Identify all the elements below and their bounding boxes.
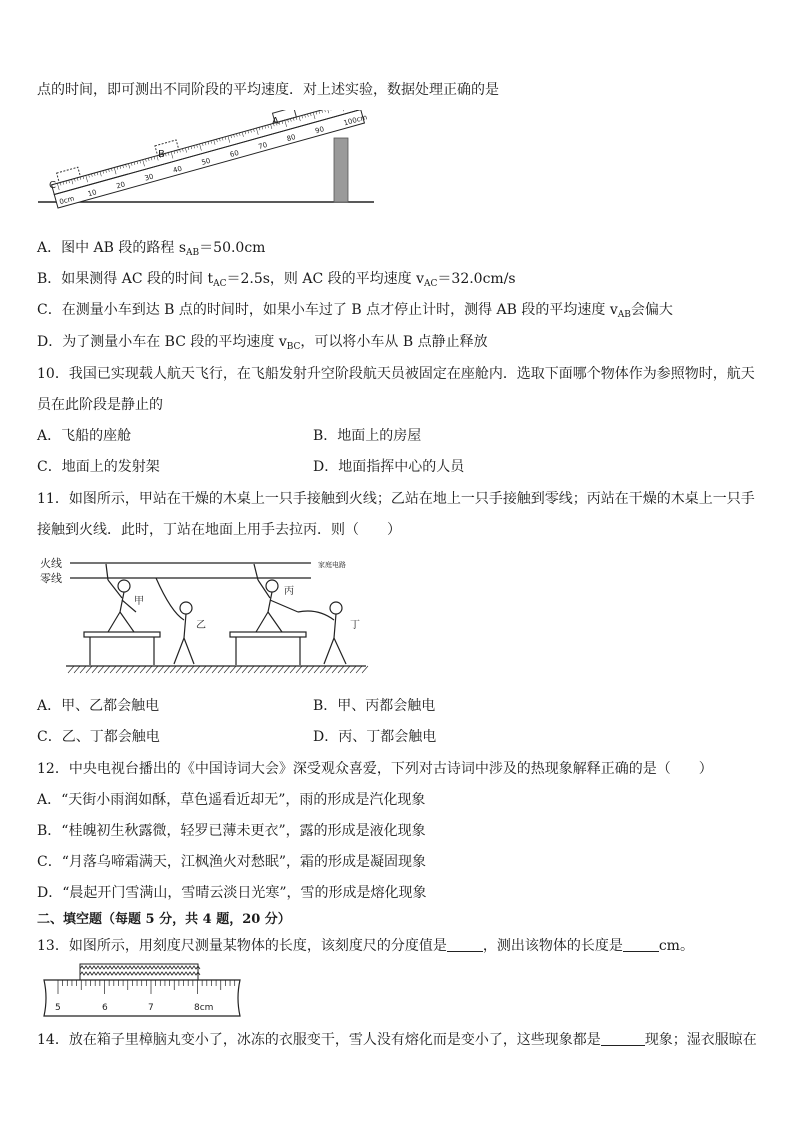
ramp-tick xyxy=(205,142,206,145)
q9-option-b: B．如果测得 AC 段的时间 $t_{AC}=2.5s$，则 AC 段的平均速度 $v_{AC}=32.0cm/s$ xyxy=(37,271,516,289)
ramp-tick xyxy=(134,162,135,165)
ramp-tick xyxy=(114,168,116,175)
ramp-tick xyxy=(74,179,75,182)
q11-option-c: C．乙、丁都会触电 xyxy=(37,729,160,745)
ramp-tick-label: 40 xyxy=(172,164,183,175)
q11-option-a: A．甲、乙都会触电 xyxy=(37,698,160,714)
ramp-tick xyxy=(236,134,237,137)
ground-hatch xyxy=(338,666,344,673)
ground-hatch xyxy=(176,666,182,673)
ruler-label-5: 5 xyxy=(55,1003,61,1013)
ramp-tick xyxy=(342,110,344,111)
ground-hatch xyxy=(218,666,224,673)
ramp-tick xyxy=(185,148,186,153)
q12-option-b: B．“桂魄初生秋露微，轻罗已薄未更衣”，露的形成是液化现象 xyxy=(37,823,426,839)
ground-hatch xyxy=(194,666,200,673)
person-bing-label: 丙 xyxy=(284,586,294,597)
q10-stem-line1: 10．我国已实现载人航天飞行，在飞船发射升空阶段航天员被固定在座舱内．选取下面哪个物体作为参照物时，航天 xyxy=(37,366,755,382)
ground-hatch xyxy=(296,666,302,673)
ground-hatch xyxy=(182,666,188,673)
ground-hatch xyxy=(212,666,218,673)
ground-hatch xyxy=(230,666,236,673)
q11-stem-line2: 接触到火线．此时，丁站在地面上用手去拉丙．则（ ） xyxy=(37,522,401,538)
ramp-tick xyxy=(256,128,258,135)
ground-hatch xyxy=(86,666,92,673)
ground-hatch xyxy=(344,666,350,673)
q13-blank-2[interactable] xyxy=(623,937,659,952)
ramp-tick xyxy=(86,175,88,182)
table-right xyxy=(230,632,306,665)
ramp-tick xyxy=(228,136,230,143)
ground-hatch xyxy=(326,666,332,673)
q12-option-c: C．“月落乌啼霜满天，江枫渔火对愁眠”，霜的形成是凝固现象 xyxy=(37,854,427,870)
ramp-tick xyxy=(128,164,129,169)
q9-option-a: A．图中 AB 段的路程 $s_{AB}=50.0cm$ xyxy=(37,240,266,258)
ground-hatch xyxy=(236,666,242,673)
ramp-tick xyxy=(111,168,112,171)
ramp-tick xyxy=(57,183,59,190)
ruler-label-8: 8cm xyxy=(194,1003,214,1013)
ramp-tick xyxy=(137,161,138,164)
ramp-tick xyxy=(262,127,263,130)
ramp-tick xyxy=(310,113,311,116)
ground-hatch xyxy=(68,666,74,673)
ramp-tick xyxy=(148,158,149,161)
ground-hatch xyxy=(248,666,254,673)
ramp-tick xyxy=(208,141,209,144)
ramp-tick xyxy=(316,112,317,115)
ramp-tick xyxy=(248,130,249,133)
ground-hatch xyxy=(302,666,308,673)
q9-option-d: D．为了测量小车在 BC 段的平均速度 $v_{BC}$，可以将小车从 B 点静止释放 xyxy=(37,334,488,352)
ground-hatch xyxy=(104,666,110,673)
ground-hatch xyxy=(200,666,206,673)
ramp-tick xyxy=(131,163,132,166)
q12-option-d: D．“晨起开门雪满山，雪晴云淡日光寒”，雪的形成是熔化现象 xyxy=(37,885,427,901)
ramp-tick xyxy=(89,175,90,178)
ruler-label-7: 7 xyxy=(148,1003,154,1013)
ground-hatch xyxy=(134,666,140,673)
ramp-tick xyxy=(222,138,223,141)
ground-hatch xyxy=(170,666,176,673)
q9-option-c: C．在测量小车到达 B 点的时间时，如果小车过了 B 点才停止计时，测得 AB 段的平均速度 $v_{AB}$会偏大 xyxy=(37,302,673,320)
ramp-tick xyxy=(211,141,212,144)
ramp-tick xyxy=(313,112,315,119)
ramp-tick xyxy=(109,169,110,172)
ramp-tick xyxy=(268,125,269,128)
neutral-wire-label: 零线 xyxy=(40,572,62,585)
ground-hatch xyxy=(158,666,164,673)
ground-hatch xyxy=(314,666,320,673)
ramp-tick xyxy=(259,127,260,130)
ground-hatch xyxy=(260,666,266,673)
ramp-tick xyxy=(103,171,104,174)
person-jia-label: 甲 xyxy=(134,596,144,607)
ramp-tick xyxy=(285,120,287,127)
ground-hatch xyxy=(254,666,260,673)
label-c: C xyxy=(49,180,56,191)
ramp-tick-label: 60 xyxy=(229,148,240,159)
ramp-tick xyxy=(197,145,198,148)
ramp-tick xyxy=(69,180,70,183)
ramp-tick xyxy=(214,140,215,145)
person-ding-label: 丁 xyxy=(350,620,360,631)
ground-hatch xyxy=(128,666,134,673)
person-yi xyxy=(156,578,194,664)
ramp-tick-label: 50 xyxy=(200,156,212,167)
ground-hatch xyxy=(74,666,80,673)
ramp-tick xyxy=(202,143,203,146)
ramp-tick xyxy=(191,146,192,149)
q10-stem-line2: 员在此阶段是静止的 xyxy=(37,397,163,413)
ramp-tick-label: 80 xyxy=(285,133,297,144)
ramp-tick xyxy=(319,111,320,114)
ramp-tick-label: 100cm xyxy=(342,113,369,128)
q10-option-b: B．地面上的房屋 xyxy=(313,428,422,444)
ramp-tick-label: 90 xyxy=(314,125,326,136)
ground-hatch xyxy=(140,666,146,673)
ramp-tick xyxy=(299,116,300,121)
label-b: B xyxy=(158,149,165,160)
ground-hatch xyxy=(332,666,338,673)
ramp-tick xyxy=(251,130,252,133)
question-9-continuation: 点的时间，即可测出不同阶段的平均速度．对上述实验，数据处理正确的是 xyxy=(37,82,499,98)
q13-blank-1[interactable] xyxy=(447,937,483,952)
q10-option-a: A．飞船的座舱 xyxy=(37,428,132,444)
ramp-tick xyxy=(239,133,240,136)
q12-stem: 12．中央电视台播出的《中国诗词大会》深受观众喜爱，下列对古诗词中涉及的热现象解释正确的是（ ） xyxy=(37,761,713,777)
support-block xyxy=(334,138,348,202)
ground-hatch xyxy=(188,666,194,673)
ruler-label-6: 6 xyxy=(102,1003,108,1013)
ramp-tick xyxy=(217,139,218,142)
ramp-tick xyxy=(180,149,181,152)
ground-hatch xyxy=(284,666,290,673)
ground-hatch xyxy=(242,666,248,673)
ramp-tick xyxy=(242,132,243,137)
ramp-tick xyxy=(91,174,92,177)
q14-blank-1[interactable] xyxy=(601,1031,645,1046)
q10-option-d: D．地面指挥中心的人员 xyxy=(313,459,465,475)
ramp-tick xyxy=(182,149,183,152)
ramp-tick xyxy=(225,137,226,140)
ramp-tick xyxy=(245,131,246,134)
ramp-tick-label: 20 xyxy=(115,180,127,191)
q14-stem: 14．放在箱子里樟脑丸变小了，冰冻的衣服变干，雪人没有熔化而是变小了，这些现象都是 现象；湿衣服晾在 xyxy=(37,1032,757,1048)
ramp-tick-label: 70 xyxy=(257,140,269,152)
ramp-tick xyxy=(145,159,146,162)
ramp-tick xyxy=(143,160,145,167)
ramp-tick xyxy=(325,110,326,112)
ground-hatch xyxy=(278,666,284,673)
ramp-tick xyxy=(305,115,306,118)
ground-hatch xyxy=(92,666,98,673)
ground-hatch xyxy=(356,666,362,673)
ground-hatch xyxy=(290,666,296,673)
ground-hatch xyxy=(122,666,128,673)
ramp-tick xyxy=(302,115,303,118)
ground-hatch xyxy=(98,666,104,673)
ramp-tick xyxy=(123,165,124,168)
q11-stem-line1: 11．如图所示，甲站在干燥的木桌上一只手接触到火线；乙站在地上一只手接触到零线；丙站在干燥的木桌上一只手 xyxy=(37,491,755,507)
ground-hatch xyxy=(308,666,314,673)
ramp-tick xyxy=(194,145,195,148)
ramp-tick-label: 10 xyxy=(86,188,98,199)
ramp-tick xyxy=(188,147,189,150)
q13-stem: 13．如图所示，用刻度尺测量某物体的长度，该刻度尺的分度值是 ，测出该物体的长度是 cm。 xyxy=(37,938,694,954)
ground-hatch xyxy=(110,666,116,673)
ramp-tick xyxy=(72,179,73,184)
ramp-tick xyxy=(254,129,255,132)
q10-option-c: C．地面上的发射架 xyxy=(37,459,160,475)
ramp-tick-label: 30 xyxy=(143,172,155,183)
ramp-tick xyxy=(322,110,323,113)
ramp-tick xyxy=(126,164,127,167)
ramp-tick xyxy=(117,167,118,170)
ramp-tick xyxy=(234,134,235,137)
ramp-tick xyxy=(265,126,266,129)
ground-hatch xyxy=(224,666,230,673)
ruler-figure xyxy=(36,962,248,1020)
ground-hatch xyxy=(362,666,368,673)
ground-hatch xyxy=(164,666,170,673)
live-wire-label: 火线 xyxy=(40,557,62,570)
ground-hatch xyxy=(206,666,212,673)
ramp-tick xyxy=(151,157,152,160)
table-left xyxy=(84,632,160,665)
ramp-tick xyxy=(327,110,328,113)
ramp-tick xyxy=(200,144,202,151)
ramp-tick xyxy=(231,135,232,138)
ramp-tick xyxy=(106,170,107,173)
ramp-tick xyxy=(120,166,121,169)
ramp-tick xyxy=(177,150,178,153)
home-circuit-label: 家庭电路 xyxy=(318,561,346,569)
section-fill-in-heading: 二、填空题（每题 5 分，共 4 题，20 分） xyxy=(37,912,291,927)
label-a: A xyxy=(272,116,279,127)
q12-option-a: A．“天街小雨润如酥，草色遥看近却无”，雨的形成是汽化现象 xyxy=(37,792,426,808)
q11-option-b: B．甲、丙都会触电 xyxy=(313,698,436,714)
person-jia xyxy=(106,564,136,632)
ground-hatch xyxy=(152,666,158,673)
ramp-tick xyxy=(308,114,309,117)
ground-hatch xyxy=(116,666,122,673)
circuit-figure xyxy=(36,552,376,678)
ramp-tick xyxy=(100,171,101,176)
ramp-tick xyxy=(94,173,95,176)
ground-hatch xyxy=(350,666,356,673)
ramp-tick-label: 0cm xyxy=(58,194,76,207)
ground-hatch xyxy=(80,666,86,673)
ground-hatch xyxy=(272,666,278,673)
inclined-plane-figure xyxy=(36,110,376,220)
person-bing xyxy=(254,564,298,632)
ramp-tick xyxy=(174,151,175,154)
ground-hatch xyxy=(146,666,152,673)
ramp-tick xyxy=(140,160,141,163)
ramp-tick xyxy=(154,156,155,159)
ground-hatch xyxy=(320,666,326,673)
ramp-tick xyxy=(219,138,220,141)
ramp-tick xyxy=(97,172,98,175)
ground-hatch xyxy=(266,666,272,673)
person-yi-label: 乙 xyxy=(196,620,206,631)
ramp-tick xyxy=(83,176,84,179)
ramp-tick xyxy=(171,152,173,159)
q11-option-d: D．丙、丁都会触电 xyxy=(313,729,437,745)
